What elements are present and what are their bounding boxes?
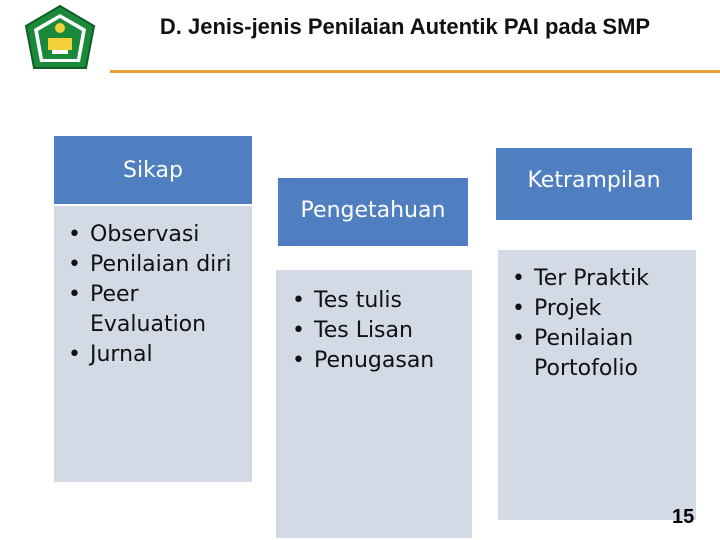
list-item: • Penilaian Portofolio (508, 324, 690, 384)
list-item: • Observasi (64, 220, 244, 250)
column-heading-sikap: Sikap (54, 136, 252, 204)
list-item: • Projek (508, 294, 690, 324)
list-item: • Ter Praktik (508, 264, 690, 294)
list-item: • Penugasan (288, 346, 464, 376)
column-heading-ketrampilan: Ketrampilan (496, 148, 692, 220)
list-item: • Peer Evaluation (64, 280, 244, 340)
list-item: • Penilaian diri (64, 250, 244, 280)
list-item: • Tes Lisan (288, 316, 464, 346)
column-heading-pengetahuan: Pengetahuan (278, 178, 468, 246)
list-item: • Jurnal (64, 340, 244, 370)
column-body-sikap (54, 206, 252, 482)
page-number: 15 (672, 506, 695, 528)
kemenag-emblem-icon (22, 4, 98, 72)
column-body-pengetahuan (276, 270, 472, 538)
list-item: • Tes tulis (288, 286, 464, 316)
title-divider (110, 70, 720, 73)
column-body-ketrampilan (498, 250, 696, 520)
slide-title: D. Jenis-jenis Penilaian Autentik PAI pada SMP (159, 14, 651, 39)
